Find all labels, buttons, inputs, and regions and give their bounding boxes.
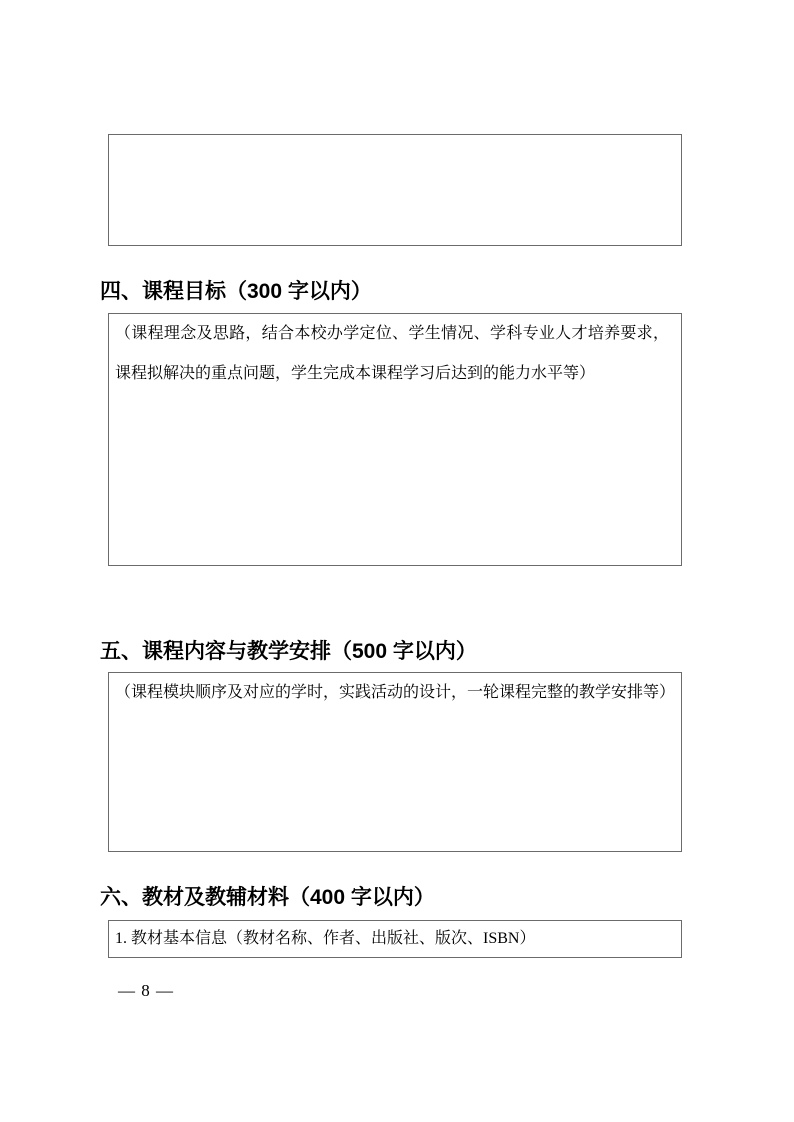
section-6-box	[108, 920, 682, 958]
section-5-heading: 五、课程内容与教学安排（500 字以内）	[100, 640, 477, 663]
section-5-hint-text: （课程模块顺序及对应的学时，实践活动的设计，一轮课程完整的教学安排等）	[115, 684, 676, 701]
section-5-box	[108, 672, 682, 852]
section-6-heading: 六、教材及教辅材料（400 字以内）	[100, 886, 435, 909]
page-number-footer: — 8 —	[118, 981, 174, 1000]
section-4-hint-text: （课程理念及思路，结合本校办学定位、学生情况、学科专业人才培养要求，课程拟解决的重点问题，学生完成本课程学习后达到的能力水平等）	[115, 325, 669, 382]
section-6-item-text: 1. 教材基本信息（教材名称、作者、出版社、版次、ISBN）	[115, 930, 536, 947]
section-4-box	[108, 313, 682, 566]
section-4-heading: 四、课程目标（300 字以内）	[100, 280, 372, 303]
top-continuation-box	[108, 134, 682, 246]
